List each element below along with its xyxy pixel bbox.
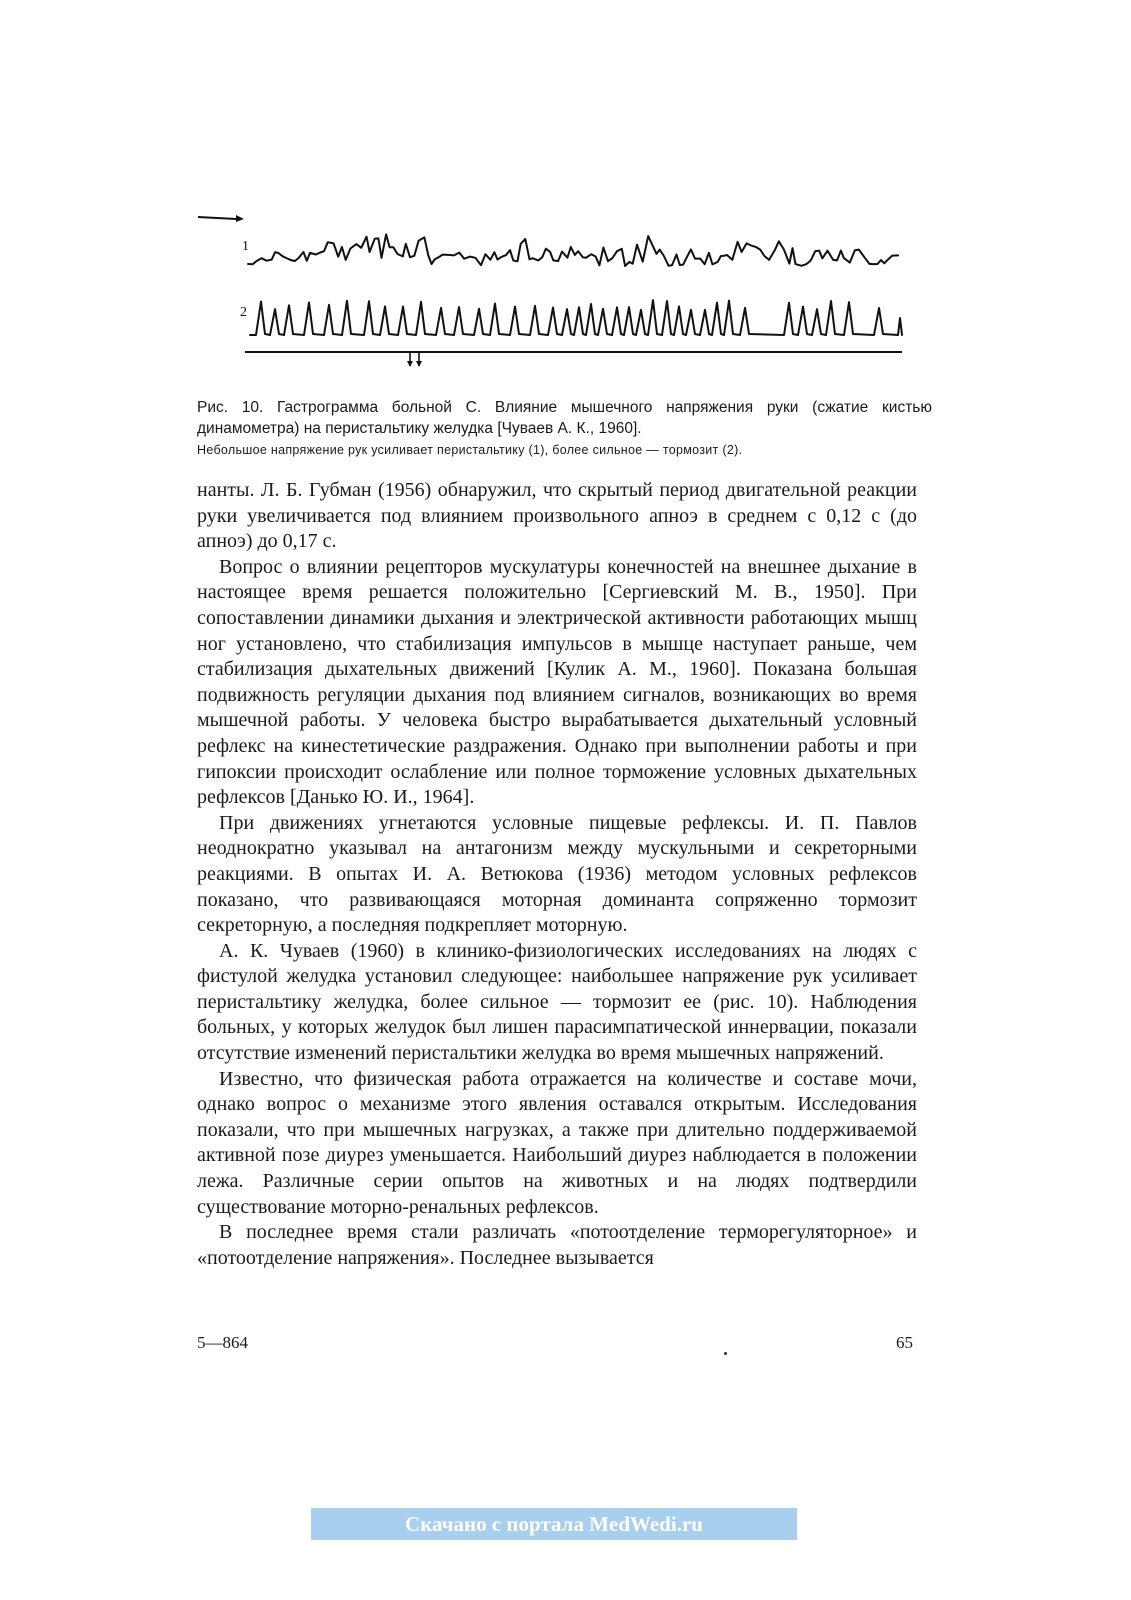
trace-2-peristalsis-strong — [250, 300, 902, 335]
figure-caption — [197, 397, 932, 459]
trace-2-label: 2 — [240, 305, 247, 320]
gastrogram-figure — [190, 200, 930, 385]
paragraph: А. К. Чуваев (1960) в клинико-физиологических исследованиях на людях с фистулой желудка установил следующее: наибольшее напряжение рук усиливает перистальтику желудка, более сильное — тормозит ее (рис. 10). Наблюдения больных, у которых желудок был лишен парасимпатической иннервации, показали отсутствие изменений перистальтики желудка во время мышечных напряжений. — [197, 939, 917, 1065]
stimulus-marker-head-icon — [407, 361, 413, 367]
stimulus-marker-head-icon — [416, 361, 422, 367]
footer-dot — [724, 1352, 727, 1355]
start-arrow-icon — [198, 217, 236, 219]
paragraph: Вопрос о влиянии рецепторов мускулатуры конечностей на внешнее дыхание в настоящее время решается положительно [Сергиевский М. В., 1950]. При сопоставлении динамики дыхания и электрической активности работающих мышц ног установлено, что стабилизация импульсов в мышце наступает раньше, чем стабилизация дыхательных движений [Кулик А. М., 1960]. Показана большая подвижность регуляции дыхания под влиянием сигналов, возникающих во время мышечной работы. У человека быстро вырабатывается дыхательный условный рефлекс на кинестетические раздражения. Однако при выполнении работы и при гипоксии происходит ослабление или полное торможение условных дыхательных рефлексов [Данько Ю. И., 1964]. — [197, 555, 917, 809]
page-number: 65 — [896, 1333, 913, 1352]
gastrogram-svg — [190, 200, 930, 385]
paragraph: нанты. Л. Б. Губман (1956) обнаружил, что скрытый период двигательной реакции руки увеличивается под влиянием произвольного апноэ в среднем с 0,12 с (до апноэ) до 0,17 с. — [197, 479, 917, 553]
trace-1-peristalsis-weak — [248, 234, 898, 266]
paragraph: При движениях угнетаются условные пищевые рефлексы. И. П. Павлов неоднократно указывал на антагонизм между мускульными и секреторными реакциями. В опытах И. А. Ветюкова (1936) методом условных рефлексов показано, что развивающаяся моторная доминанта сопряженно тормозит секреторную, а последняя подкрепляет моторную. — [197, 811, 917, 937]
paragraph: Известно, что физическая работа отражается на количестве и составе мочи, однако вопрос о механизме этого явления оставался открытым. Исследования показали, что при мышечных нагрузках, а также при длительно поддерживаемой активной позе диурез уменьшается. Наибольший диурез наблюдается в положении лежа. Различные серии опытов на животных и на людях подтвердили существование моторно-ренальных рефлексов. — [197, 1067, 917, 1218]
body-text — [197, 478, 917, 1271]
trace-1-label: 1 — [242, 239, 249, 254]
caption-note: Небольшое напряжение рук усиливает перистальтику (1), более сильное — тормозит (2). — [197, 443, 743, 457]
caption-title: Рис. 10. Гастрограмма больной С. Влияние мышечного напряжения руки (сжатие кистью динамометра) на перистальтику желудка [Чуваев А. К., 1960]. — [197, 399, 932, 437]
printer-signature: 5—864 — [197, 1333, 248, 1352]
download-watermark: Скачано с портала MedWedi.ru — [311, 1508, 797, 1540]
paragraph: В последнее время стали различать «потоотделение терморегуляторное» и «потоотделение напряжения». Последнее вызывается — [197, 1221, 917, 1269]
start-arrow-head-icon — [236, 215, 244, 222]
